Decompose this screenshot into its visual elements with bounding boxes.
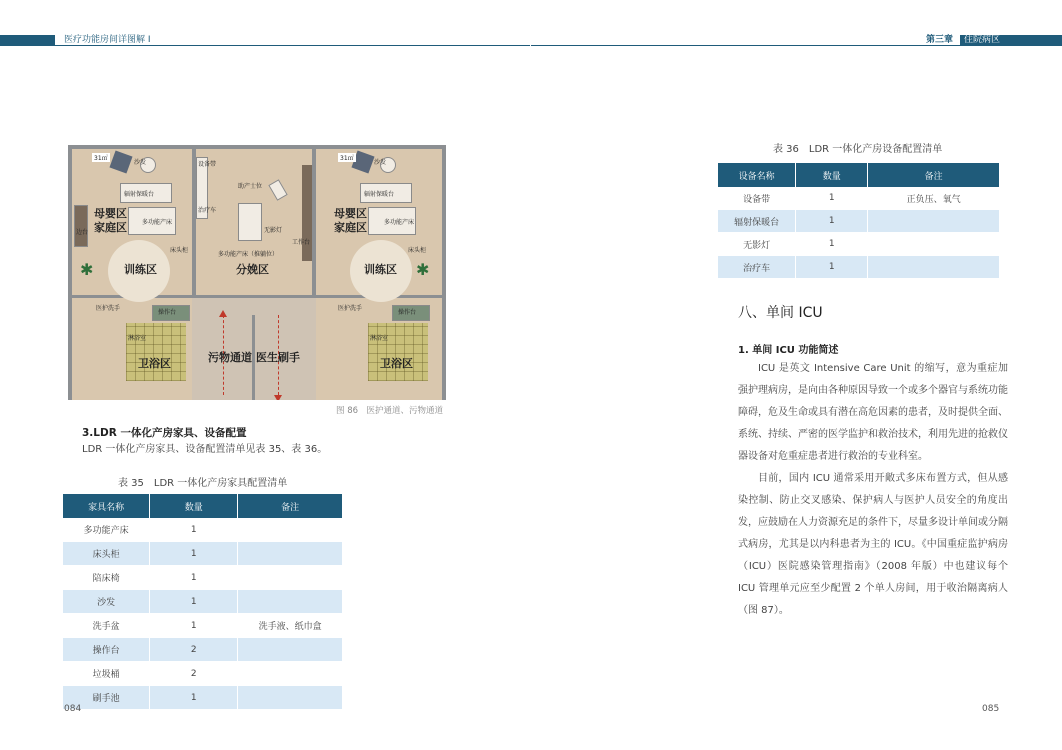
label-sofa-right: 沙发 <box>374 159 387 166</box>
label-wash-left: 医护洗手 <box>96 305 121 312</box>
area-badge-left: 31㎡ <box>94 155 108 162</box>
table-cell <box>238 518 343 542</box>
table-cell: 1 <box>796 233 868 256</box>
table36-header-note: 备注 <box>868 163 1000 187</box>
wall <box>252 315 255 400</box>
table-cell <box>868 256 1000 279</box>
table36 <box>718 163 1000 279</box>
floor-plan-figure <box>68 145 446 400</box>
table-row <box>718 233 1000 256</box>
table-cell: 正负压、氧气 <box>868 187 1000 210</box>
table-cell: 床头柜 <box>63 542 150 566</box>
table35 <box>63 494 343 710</box>
table35-header-qty: 数量 <box>150 494 238 518</box>
table-cell: 辐射保暖台 <box>718 210 796 233</box>
table-row <box>718 187 1000 210</box>
section-para-ldr: LDR 一体化产房家具、设备配置清单见表 35、表 36。 <box>82 444 328 455</box>
table-cell: 1 <box>796 256 868 279</box>
work-table <box>302 165 312 261</box>
label-center-bed: 多功能产床（推躺位） <box>218 251 279 258</box>
counter-left <box>74 205 88 247</box>
label-shower-left: 淋浴室 <box>128 335 147 342</box>
wall <box>68 145 446 149</box>
label-bed-left: 多功能产床 <box>142 219 173 226</box>
table-row <box>63 542 343 566</box>
label-dirty-corridor: 污物通道 <box>208 351 252 364</box>
table-row <box>63 686 343 710</box>
label-family-left: 家庭区 <box>94 221 127 234</box>
table-cell: 多功能产床 <box>63 518 150 542</box>
label-family-right: 家庭区 <box>334 221 367 234</box>
label-counter: 边台 <box>76 229 89 236</box>
section-heading-ldr: 3.LDR 一体化产房家具、设备配置 <box>82 427 247 439</box>
label-doctor-scrub: 医生刷手 <box>256 351 300 364</box>
wall <box>442 145 446 400</box>
label-sofa-left: 沙发 <box>134 159 147 166</box>
table-cell <box>868 210 1000 233</box>
chapter-label: 第三章 <box>926 35 954 45</box>
label-warmer-left: 辐射保暖台 <box>124 191 155 198</box>
sofa-left <box>109 150 132 173</box>
wall <box>68 145 72 400</box>
label-bedside-left: 床头柜 <box>170 247 189 254</box>
table35-header-note: 备注 <box>238 494 343 518</box>
table-cell: 无影灯 <box>718 233 796 256</box>
bath-tile-right <box>368 323 428 381</box>
table-cell: 1 <box>150 614 238 638</box>
table-cell: 治疗车 <box>718 256 796 279</box>
table35-title: 表 35 LDR 一体化产房家具配置清单 <box>118 478 288 489</box>
label-delivery: 分娩区 <box>236 263 269 276</box>
center-bed <box>238 203 262 241</box>
table-cell: 1 <box>796 210 868 233</box>
running-header-left: 医疗功能房间详图解 I <box>64 35 151 45</box>
table36-header-qty: 数量 <box>796 163 868 187</box>
area-badge-right: 31㎡ <box>340 155 354 162</box>
label-mother-infant-left: 母婴区 <box>94 207 127 220</box>
table-cell: 操作台 <box>63 638 150 662</box>
table-cell: 1 <box>150 566 238 590</box>
label-warmer-right: 辐射保暖台 <box>364 191 395 198</box>
icu-paragraph-2: 目前，国内 ICU 通常采用开敞式多床布置方式，但从感染控制、防止交叉感染、保护病人与医护人员安全的角度出发，应鼓励在人力资源充足的条件下，尽量多设计单间或分隔式病房，尤其是以内科患者为主的 ICU。《中国重症监护病房（ICU）医院感染管理指南》（2008 年版）中也建议每个 ICU 管理单元应至少配置 2 个单人房间，用于收治隔离病人（图 87）。 <box>738 473 1008 616</box>
figure-caption: 图 86 医护通道、污物通道 <box>336 406 444 416</box>
table-row <box>718 210 1000 233</box>
table-row <box>63 590 343 614</box>
table-row <box>63 614 343 638</box>
table-row <box>718 256 1000 279</box>
plant-icon: ✱ <box>80 260 94 279</box>
arrow-down-icon <box>274 395 282 400</box>
table-cell: 陪床椅 <box>63 566 150 590</box>
table-row <box>63 638 343 662</box>
wall <box>312 145 316 295</box>
table-cell: 洗手液、纸巾盒 <box>238 614 343 638</box>
table-cell <box>238 566 343 590</box>
table-cell: 垃圾桶 <box>63 662 150 686</box>
label-shower-right: 淋浴室 <box>370 335 389 342</box>
table-cell: 刷手池 <box>63 686 150 710</box>
label-work-table: 工作台 <box>292 239 311 246</box>
label-bath-right: 卫浴区 <box>380 357 413 370</box>
label-lamp: 无影灯 <box>264 227 283 234</box>
table-row <box>63 662 343 686</box>
header-bar-left <box>0 35 55 46</box>
section-heading-icu: 八、单间 ICU <box>738 305 823 321</box>
table-cell <box>238 590 343 614</box>
table-cell: 1 <box>796 187 868 210</box>
label-training-left: 训练区 <box>124 263 157 276</box>
table-cell: 1 <box>150 542 238 566</box>
table36-title: 表 36 LDR 一体化产房设备配置清单 <box>773 144 943 155</box>
label-mother-infant-right: 母婴区 <box>334 207 367 220</box>
page-number-left: 084 <box>64 704 82 714</box>
label-wash-right: 医护洗手 <box>338 305 363 312</box>
table-row <box>63 518 343 542</box>
chapter-tag: 住院病区 <box>960 35 1062 46</box>
table-cell: 设备带 <box>718 187 796 210</box>
bath-tile-left <box>126 323 186 381</box>
lamp <box>268 179 287 201</box>
label-worktable-right: 操作台 <box>398 309 417 316</box>
icu-body-text <box>738 358 1008 622</box>
table-cell: 1 <box>150 686 238 710</box>
page-number-right: 085 <box>982 704 1000 714</box>
table35-header-name: 家具名称 <box>63 494 150 518</box>
table-cell: 1 <box>150 518 238 542</box>
label-equipment-band: 设备带 <box>198 161 217 168</box>
label-bath-left: 卫浴区 <box>138 357 171 370</box>
table-cell: 沙发 <box>63 590 150 614</box>
table-cell: 洗手盆 <box>63 614 150 638</box>
arrow-up-icon <box>219 310 227 317</box>
table-cell <box>868 233 1000 256</box>
label-training-right: 训练区 <box>364 263 397 276</box>
label-bed-right: 多功能产床 <box>384 219 415 226</box>
label-bedside-right: 床头柜 <box>408 247 427 254</box>
plant-icon: ✱ <box>416 260 430 279</box>
table-row <box>63 566 343 590</box>
table-cell <box>238 686 343 710</box>
table-cell: 1 <box>150 590 238 614</box>
table-cell <box>238 662 343 686</box>
label-midwife: 助产士位 <box>238 183 263 190</box>
icu-paragraph-1: ICU 是英文 Intensive Care Unit 的缩写，意为重症加强护理病房，是向由各种原因导致一个或多个器官与系统功能障碍，危及生命或具有潜在高危因素的患者，及时提供全面、系统、持续、严密的医学监护和救治技术，利用先进的抢救仪器设备对危重症患者进行救治的专业科室。 <box>738 363 1008 462</box>
table-cell <box>238 638 343 662</box>
table-cell <box>238 542 343 566</box>
label-worktable-left: 操作台 <box>158 309 177 316</box>
table36-header-name: 设备名称 <box>718 163 796 187</box>
table-cell: 2 <box>150 662 238 686</box>
table-cell: 2 <box>150 638 238 662</box>
label-treatment-cart: 治疗车 <box>198 207 217 214</box>
sub-heading-icu: 1. 单间 ICU 功能简述 <box>738 345 839 356</box>
